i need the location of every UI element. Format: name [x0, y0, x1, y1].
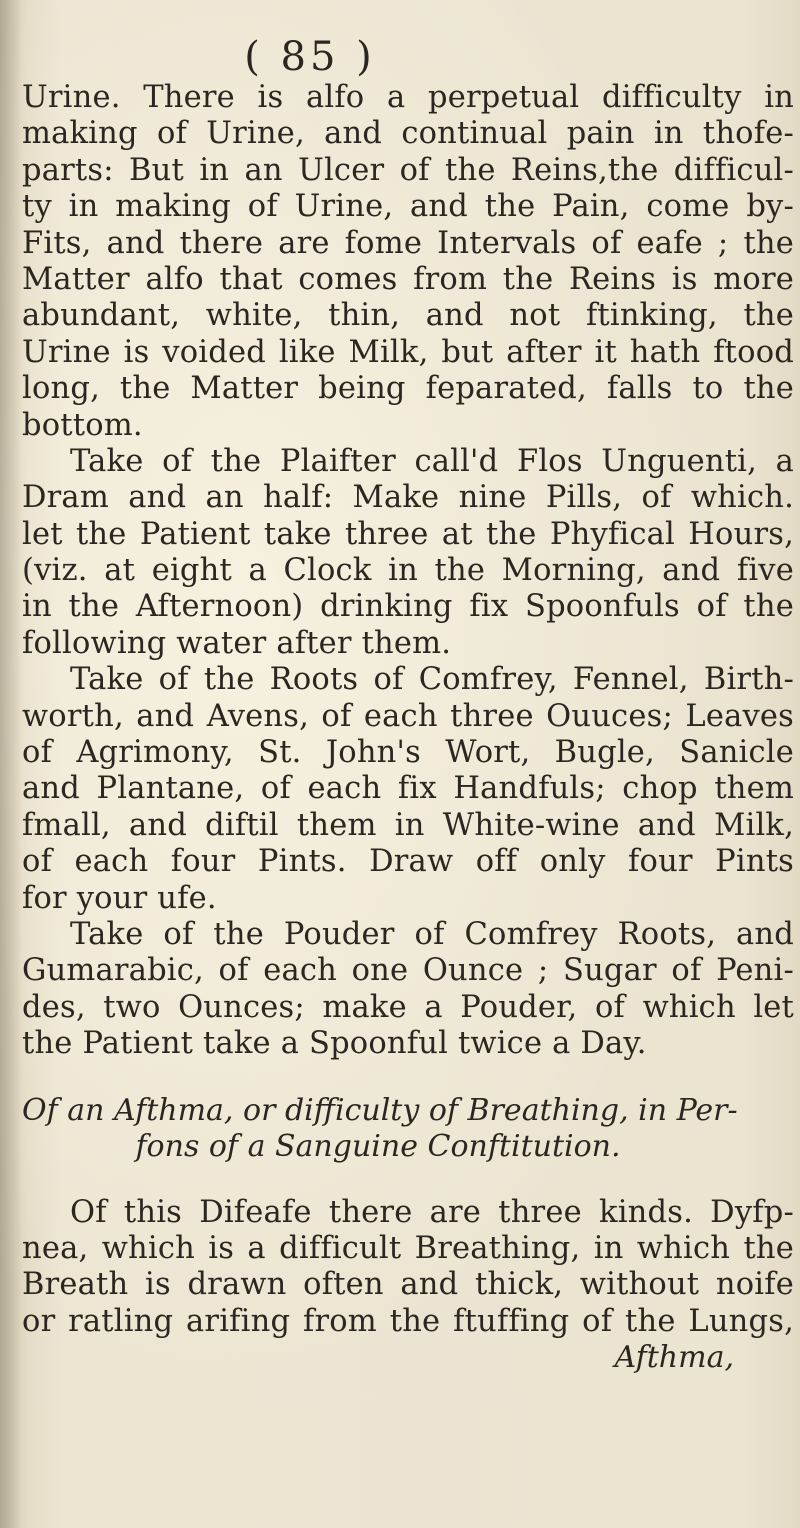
text-line: Matter alfo that comes from the Reins is more	[22, 261, 794, 297]
text-line: of Agrimony, St. John's Wort, Bugle, Sanicle	[22, 735, 794, 771]
text-line: Gumarabic, of each one Ounce ; Sugar of Peni-	[22, 953, 794, 989]
text-line: ty in making of Urine, and the Pain, come by-	[22, 189, 794, 225]
text-line: Urine. There is alfo a perpetual difficulty in	[22, 80, 794, 115]
text-line: following water after them.	[22, 625, 452, 661]
page-number: ( 85 )	[244, 34, 376, 80]
text-line: bottom.	[22, 407, 143, 443]
text-line: or ratling arifing from the ftuffing of the Lungs,	[22, 1303, 794, 1339]
text-line: Take of the Pouder of Comfrey Roots, and	[70, 916, 794, 952]
text-line: Take of the Roots of Comfrey, Fennel, Birth-	[70, 662, 794, 698]
text-line: Take of the Plaifter call'd Flos Unguenti, a	[70, 443, 794, 479]
catchword: Afthma,	[614, 1340, 734, 1376]
text-line: Urine is voided like Milk, but after it hath ftood	[22, 334, 794, 370]
section-heading: Of an Afthma, or difficulty of Breathing, in Per-	[22, 1092, 738, 1128]
text-line: in the Afternoon) drinking fix Spoonfuls of the	[22, 589, 794, 625]
text-line: worth, and Avens, of each three Ouuces; Leaves	[22, 698, 794, 734]
page-text	[22, 80, 794, 1376]
text-line: Breath is drawn often and thick, without noife	[22, 1267, 794, 1303]
gutter-shadow	[0, 0, 22, 1528]
text-line: abundant, white, thin, and not ftinking, the	[22, 298, 794, 334]
text-line: long, the Matter being feparated, falls to the	[22, 371, 794, 407]
text-line: the Patient take a Spoonful twice a Day.	[22, 1026, 647, 1062]
section-heading-continued: fons of a Sanguine Conftitution.	[135, 1128, 621, 1164]
text-line: making of Urine, and continual pain in thofe-	[22, 116, 794, 152]
text-line: des, two Ounces; make a Pouder, of which let	[22, 989, 794, 1025]
text-line: Of this Difeafe there are three kinds. Dyfp-	[70, 1194, 794, 1230]
text-line: Fits, and there are fome Intervals of eafe ; the	[22, 225, 794, 261]
text-line: parts: But in an Ulcer of the Reins,the difficul-	[22, 152, 794, 188]
text-line: nea, which is a difficult Breathing, in which the	[22, 1230, 794, 1266]
text-line: let the Patient take three at the Phyfical Hours,	[22, 516, 794, 552]
text-line: of each four Pints. Draw off only four Pints	[22, 844, 794, 880]
text-line: (viz. at eight a Clock in the Morning, and five	[22, 553, 794, 589]
text-line: and Plantane, of each fix Handfuls; chop them	[22, 771, 794, 807]
text-line: for your ufe.	[22, 880, 217, 916]
text-line: Dram and an half: Make nine Pills, of which.	[22, 480, 794, 516]
text-line: fmall, and diftil them in White-wine and Milk,	[22, 807, 794, 843]
